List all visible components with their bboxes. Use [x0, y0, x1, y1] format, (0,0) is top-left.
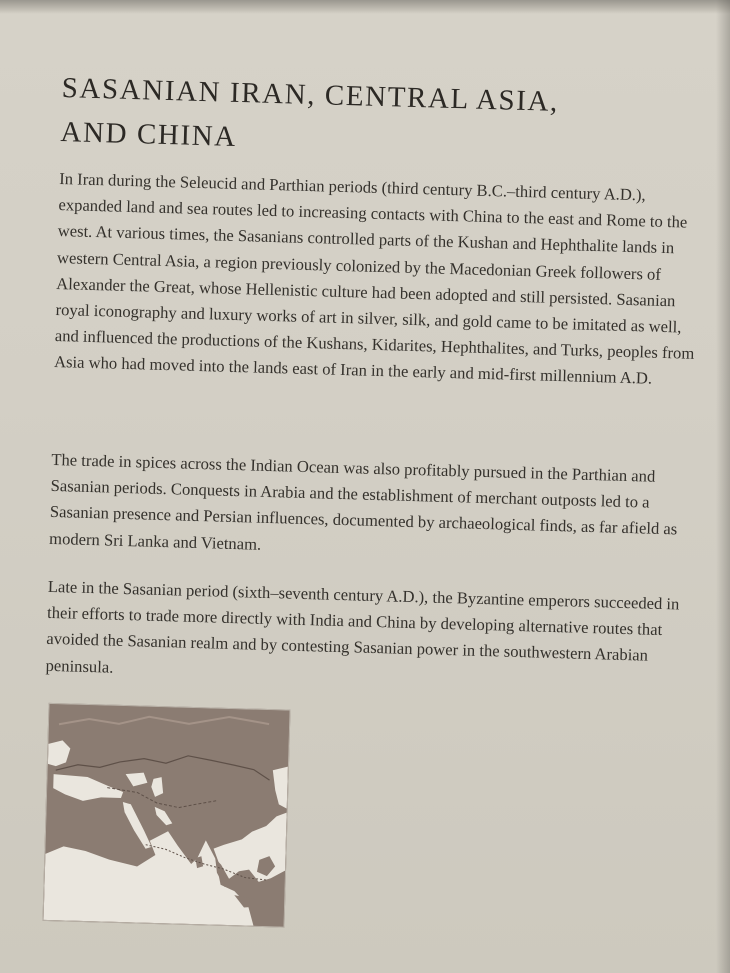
paragraph-seleucid-parthian: In Iran during the Seleucid and Parthian periods (third century B.C.–third century A.D.), expanded land and sea routes led to increasing contacts with China to the east and Rome to the west. At various times, the Sasanians controlled parts of the Kushan and Hephthalite lands in western Central Asia, a region previously colonized by the Macedonian Greek followers of Alexander the Great, whose Hellenistic culture had been adopted and still persisted. Sasanian royal iconography and luxury works of art in silver, silk, and gold came to be imitated as well, and influenced the productions of the Kushans, Kidarites, Hephthalites, and Turks, peoples from Asia who had moved into the lands east of Iran in the early and mid-first millennium A.D. — [53, 169, 695, 389]
paragraph-byzantine-routes: Late in the Sasanian period (sixth–seventh century A.D.), the Byzantine emperors succeeded in their efforts to trade more directly with India and China by developing alternative routes that avoided the Sasanian realm and by contesting Sasanian power in the southwestern Arabian peninsula. — [45, 576, 680, 677]
trade-routes-map — [43, 703, 291, 928]
panel-title-line-1: SASANIAN IRAN, CENTRAL ASIA, — [61, 72, 560, 118]
panel-title — [60, 66, 702, 172]
map-graphic — [44, 704, 290, 927]
wall-shadow — [716, 0, 730, 973]
paragraph-spice-trade: The trade in spices across the Indian Ocean was also profitably pursued in the Parthian and Sasanian periods. Conquests in Arabia and the establishment of merchant outposts led to a Sasanian presence and Persian influences, documented by archaeological finds, as far afield as modern Sri Lanka and Vietnam. — [48, 449, 678, 554]
panel-title-line-2: AND CHINA — [60, 116, 238, 153]
